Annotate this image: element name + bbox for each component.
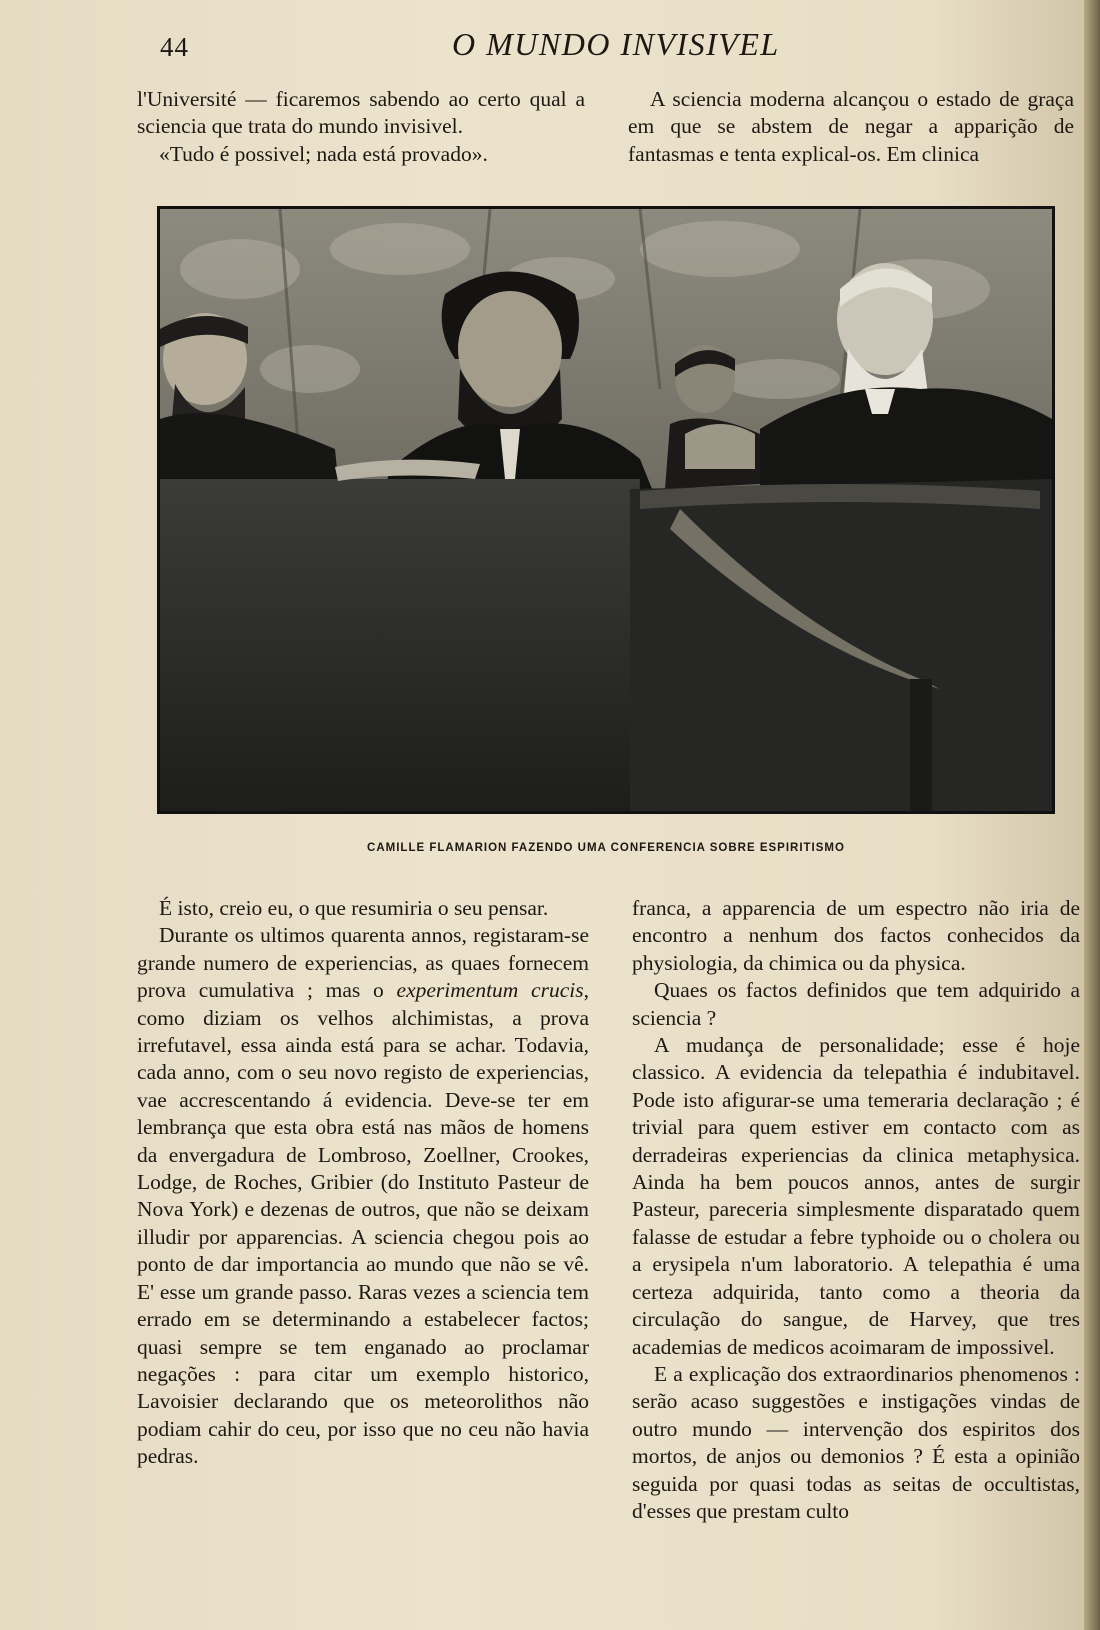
photograph [157,206,1055,814]
figure-caption: CAMILLE FLAMARION FAZENDO UMA CONFERENCIA SOBRE ESPIRITISMO [367,842,845,854]
page-number: 44 [160,32,189,62]
paragraph: A mudança de personalidade; esse é hoje classico. A evidencia da telepathia é indubitavel. Pode isto afigurar-se uma temeraria declaração ; é trivial para quem estiver em contacto com as derradeiras experiencias da clinica metaphysica. Ainda ha bem poucos annos, antes de surgir Pasteur, pareceria simplesmente disparatado quem falasse de estudar a febre typhoide ou o cholera ou a erysipela n'um laboratorio. A telepathia é uma certeza adquirida, tanto como a theoria da circulação do sangue, de Harvey, que tres academias de medicos acoimaram de impossivel. [632,1033,1080,1359]
paragraph: l'Université — ficaremos sabendo ao certo qual a sciencia que trata do mundo invisivel. [137,87,585,139]
latin-term: experimentum crucis [396,978,584,1003]
running-title: O MUNDO INVISIVEL [452,26,780,62]
column-bottom-left [137,895,589,1471]
paragraph: E a explicação dos extraordinarios phenomenos : serão acaso suggestões e instigações vindas de outro mundo — intervenção dos espiritos dos mortos, de anjos ou demonios ? É esta a opinião seguida por quasi todas as seitas de occultistas, d'esses que prestam culto [632,1361,1080,1523]
column-bottom-right [632,895,1080,1525]
paragraph [137,922,589,1470]
paragraph: A sciencia moderna alcançou o estado de graça em que se abstem de negar a apparição de fantasmas e tenta explical-os. Em clinica [628,87,1074,166]
paragraph: franca, a apparencia de um espectro não iria de encontro a nenhum dos factos conhecidos da physiologia, da chimica ou da physica. [632,896,1080,975]
column-top-right [628,86,1074,168]
photograph-illustration [160,209,1052,811]
column-top-left [137,86,585,168]
paragraph-text: Durante os ultimos quarenta annos, registaram-se grande numero de experiencias, as quaes fornecem prova cumulativa ; mas o [137,923,589,1003]
paragraph: «Tudo é possivel; nada está provado». [159,141,488,166]
paragraph-text: , como diziam os velhos alchimistas, a prova irrefutavel, essa ainda está para se achar. Todavia, cada anno, com o seu novo registo de experiencias, vae accrescentando á evidencia. Deve-se ter em lembrança que esta obra está nas mãos de homens da envergadura de Lombroso, Zoellner, Crookes, Lodge, de Roches, Gribier (do Instituto Pasteur de Nova York) e dezenas de outros, que não se deixam illudir por apparencias. A sciencia chegou pois ao ponto de dar importancia ao mundo que não se vê. E' esse um grande passo. Raras vezes a sciencia tem errado em se determinando a estabelecer factos; quasi sempre se tem enganado ao proclamar negações : para citar um exemplo historico, Lavoisier declarando que os meteorolithos não podiam cahir do ceu, por isso que no ceu não havia pedras. [137,978,589,1469]
paragraph: Quaes os factos definidos que tem adquirido a sciencia ? [632,978,1080,1030]
paragraph: É isto, creio eu, o que resumiria o seu pensar. [159,896,549,920]
page-edge-shadow [1084,0,1100,1630]
